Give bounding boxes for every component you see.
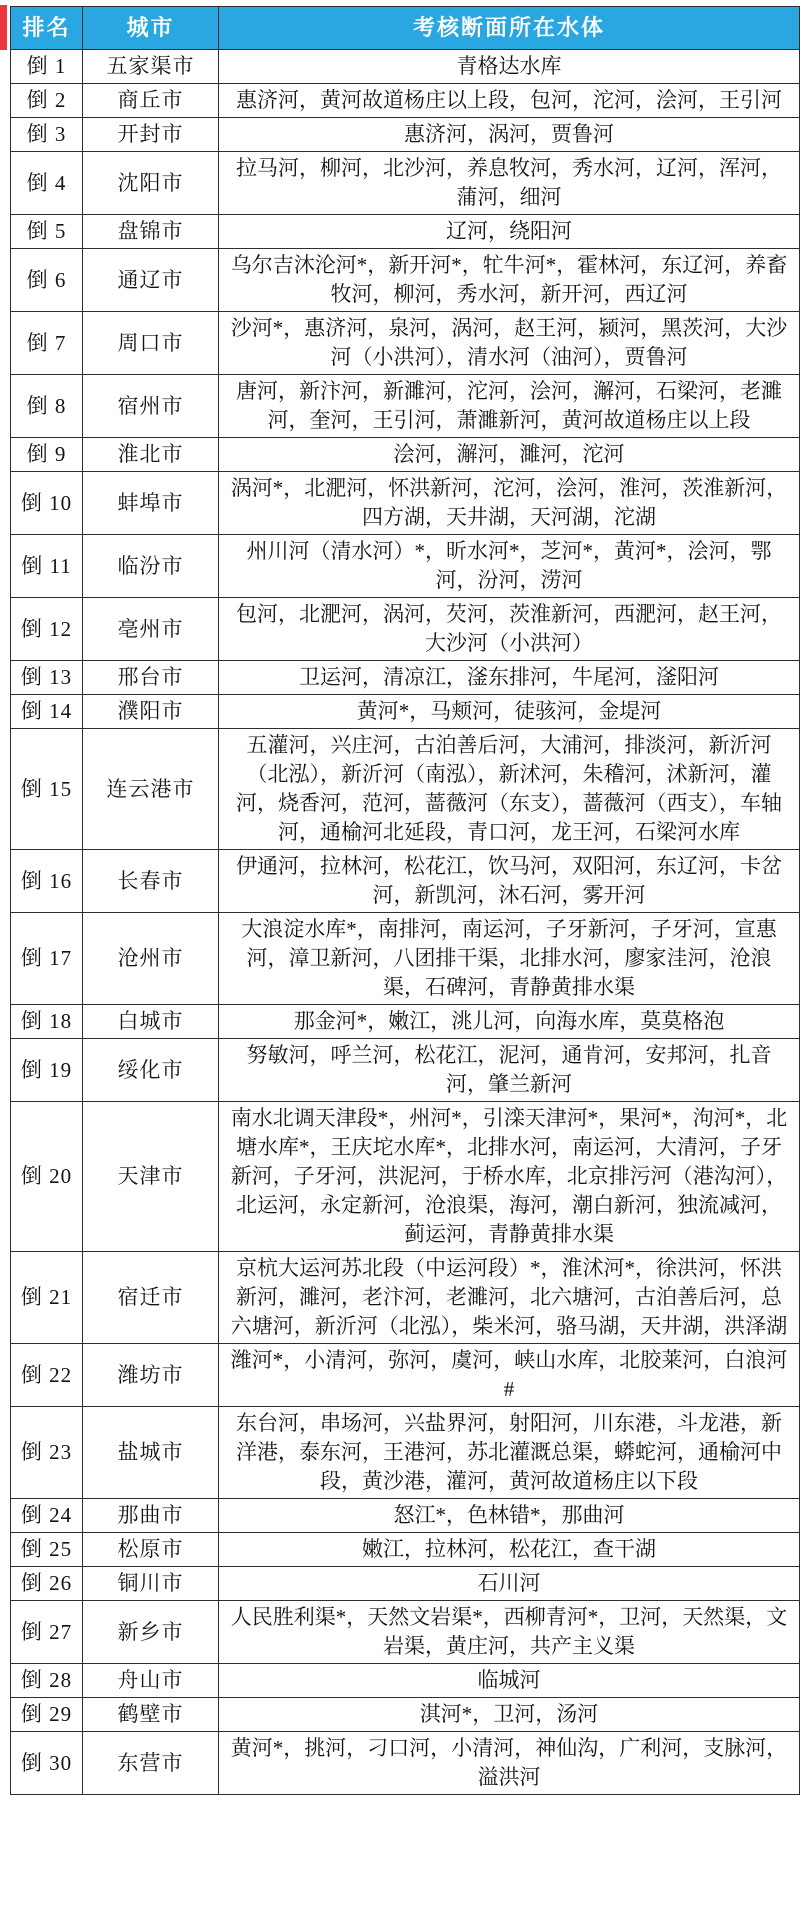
table-header bbox=[11, 7, 800, 50]
table-row bbox=[11, 152, 800, 215]
city-cell: 舟山市 bbox=[83, 1664, 219, 1698]
rank-cell: 倒 25 bbox=[11, 1533, 83, 1567]
table-row bbox=[11, 118, 800, 152]
table-row bbox=[11, 1601, 800, 1664]
waters-cell: 五灌河，兴庄河，古泊善后河，大浦河，排淡河，新沂河（北泓），新沂河（南泓），新沭河，朱稽河，沭新河，灌河，烧香河，范河，蔷薇河（东支），蔷薇河（西支），车轴河，通榆河北延段，青口河，龙王河，石梁河水库 bbox=[219, 729, 800, 850]
rank-cell: 倒 13 bbox=[11, 661, 83, 695]
waters-cell: 辽河，绕阳河 bbox=[219, 215, 800, 249]
table-row bbox=[11, 729, 800, 850]
rank-cell: 倒 9 bbox=[11, 438, 83, 472]
rank-cell: 倒 7 bbox=[11, 312, 83, 375]
city-cell: 白城市 bbox=[83, 1005, 219, 1039]
city-cell: 新乡市 bbox=[83, 1601, 219, 1664]
rank-cell: 倒 17 bbox=[11, 913, 83, 1005]
rank-cell: 倒 21 bbox=[11, 1252, 83, 1344]
rank-cell: 倒 16 bbox=[11, 850, 83, 913]
table-row bbox=[11, 598, 800, 661]
waters-cell: 惠济河，黄河故道杨庄以上段，包河，沱河，浍河，王引河 bbox=[219, 84, 800, 118]
waters-cell: 唐河，新汴河，新濉河，沱河，浍河，澥河，石梁河，老濉河，奎河，王引河，萧濉新河，黄河故道杨庄以上段 bbox=[219, 375, 800, 438]
table-row bbox=[11, 535, 800, 598]
table-row bbox=[11, 215, 800, 249]
city-cell: 邢台市 bbox=[83, 661, 219, 695]
column-header-city: 城市 bbox=[83, 7, 219, 50]
table-row bbox=[11, 850, 800, 913]
waters-cell: 努敏河，呼兰河，松花江，泥河，通肯河，安邦河，扎音河，肇兰新河 bbox=[219, 1039, 800, 1102]
waters-cell: 涡河*，北淝河，怀洪新河，沱河，浍河，淮河，茨淮新河，四方湖，天井湖，天河湖，沱湖 bbox=[219, 472, 800, 535]
table-row bbox=[11, 84, 800, 118]
city-cell: 蚌埠市 bbox=[83, 472, 219, 535]
city-cell: 亳州市 bbox=[83, 598, 219, 661]
rank-cell: 倒 5 bbox=[11, 215, 83, 249]
waters-cell: 嫩江，拉林河，松花江，查干湖 bbox=[219, 1533, 800, 1567]
table-row bbox=[11, 1344, 800, 1407]
city-cell: 开封市 bbox=[83, 118, 219, 152]
table-row bbox=[11, 312, 800, 375]
waters-cell: 那金河*，嫩江，洮儿河，向海水库，莫莫格泡 bbox=[219, 1005, 800, 1039]
table-row bbox=[11, 1102, 800, 1252]
rank-cell: 倒 26 bbox=[11, 1567, 83, 1601]
waters-cell: 怒江*，色林错*，那曲河 bbox=[219, 1499, 800, 1533]
rank-cell: 倒 30 bbox=[11, 1732, 83, 1795]
city-cell: 连云港市 bbox=[83, 729, 219, 850]
city-cell: 潍坊市 bbox=[83, 1344, 219, 1407]
waters-cell: 卫运河，清凉江，滏东排河，牛尾河，滏阳河 bbox=[219, 661, 800, 695]
rank-cell: 倒 10 bbox=[11, 472, 83, 535]
waters-cell: 包河，北淝河，涡河，芡河，茨淮新河，西淝河，赵王河，大沙河（小洪河） bbox=[219, 598, 800, 661]
city-cell: 东营市 bbox=[83, 1732, 219, 1795]
city-cell: 商丘市 bbox=[83, 84, 219, 118]
table-row bbox=[11, 1732, 800, 1795]
table-row bbox=[11, 1664, 800, 1698]
city-cell: 盐城市 bbox=[83, 1407, 219, 1499]
rank-cell: 倒 20 bbox=[11, 1102, 83, 1252]
waters-cell: 东台河，串场河，兴盐界河，射阳河，川东港，斗龙港，新洋港，泰东河，王港河，苏北灌溉总渠，蟒蛇河，通榆河中段，黄沙港，灌河，黄河故道杨庄以下段 bbox=[219, 1407, 800, 1499]
table-row bbox=[11, 472, 800, 535]
table-row bbox=[11, 1039, 800, 1102]
waters-cell: 惠济河，涡河，贾鲁河 bbox=[219, 118, 800, 152]
table-row bbox=[11, 50, 800, 84]
rank-cell: 倒 14 bbox=[11, 695, 83, 729]
column-header-waters: 考核断面所在水体 bbox=[219, 7, 800, 50]
waters-cell: 大浪淀水库*，南排河，南运河，子牙新河，子牙河，宣惠河，漳卫新河，八团排干渠，北排水河，廖家洼河，沧浪渠，石碑河，青静黄排水渠 bbox=[219, 913, 800, 1005]
city-cell: 濮阳市 bbox=[83, 695, 219, 729]
city-cell: 绥化市 bbox=[83, 1039, 219, 1102]
header-row bbox=[11, 7, 800, 50]
rank-cell: 倒 18 bbox=[11, 1005, 83, 1039]
city-cell: 沧州市 bbox=[83, 913, 219, 1005]
rank-cell: 倒 3 bbox=[11, 118, 83, 152]
table-row bbox=[11, 375, 800, 438]
table-row bbox=[11, 1567, 800, 1601]
rank-cell: 倒 27 bbox=[11, 1601, 83, 1664]
city-cell: 盘锦市 bbox=[83, 215, 219, 249]
waters-cell: 京杭大运河苏北段（中运河段）*，淮沭河*，徐洪河，怀洪新河，濉河，老汴河，老濉河，北六塘河，古泊善后河，总六塘河，新沂河（北泓），柴米河，骆马湖，天井湖，洪泽湖 bbox=[219, 1252, 800, 1344]
rank-cell: 倒 28 bbox=[11, 1664, 83, 1698]
waters-cell: 沙河*，惠济河，泉河，涡河，赵王河，颍河，黑茨河，大沙河（小洪河），清水河（油河），贾鲁河 bbox=[219, 312, 800, 375]
rank-cell: 倒 22 bbox=[11, 1344, 83, 1407]
waters-cell: 拉马河，柳河，北沙河，养息牧河，秀水河，辽河，浑河，蒲河，细河 bbox=[219, 152, 800, 215]
rank-cell: 倒 6 bbox=[11, 249, 83, 312]
city-cell: 临汾市 bbox=[83, 535, 219, 598]
rank-cell: 倒 12 bbox=[11, 598, 83, 661]
ranking-table-body bbox=[11, 50, 800, 1795]
rank-cell: 倒 15 bbox=[11, 729, 83, 850]
rank-cell: 倒 1 bbox=[11, 50, 83, 84]
city-cell: 鹤壁市 bbox=[83, 1698, 219, 1732]
waters-cell: 黄河*，马颊河，徒骇河，金堤河 bbox=[219, 695, 800, 729]
red-border-accent bbox=[0, 5, 7, 50]
waters-cell: 乌尔吉沐沦河*，新开河*，牤牛河*，霍林河，东辽河，养畜牧河，柳河，秀水河，新开河，西辽河 bbox=[219, 249, 800, 312]
table-row bbox=[11, 249, 800, 312]
waters-cell: 石川河 bbox=[219, 1567, 800, 1601]
column-header-rank: 排名 bbox=[11, 7, 83, 50]
rank-cell: 倒 2 bbox=[11, 84, 83, 118]
city-cell: 五家渠市 bbox=[83, 50, 219, 84]
waters-cell: 青格达水库 bbox=[219, 50, 800, 84]
table-row bbox=[11, 695, 800, 729]
table-row bbox=[11, 1407, 800, 1499]
city-cell: 宿迁市 bbox=[83, 1252, 219, 1344]
rank-cell: 倒 24 bbox=[11, 1499, 83, 1533]
city-cell: 天津市 bbox=[83, 1102, 219, 1252]
waters-cell: 人民胜利渠*，天然文岩渠*，西柳青河*，卫河，天然渠，文岩渠，黄庄河，共产主义渠 bbox=[219, 1601, 800, 1664]
waters-cell: 州川河（清水河）*，昕水河*，芝河*，黄河*，浍河，鄂河，汾河，涝河 bbox=[219, 535, 800, 598]
table-row bbox=[11, 1005, 800, 1039]
table-row bbox=[11, 661, 800, 695]
rank-cell: 倒 19 bbox=[11, 1039, 83, 1102]
waters-cell: 南水北调天津段*，州河*，引滦天津河*，果河*，泃河*，北塘水库*，王庆坨水库*，北排水河，南运河，大清河，子牙新河，子牙河，洪泥河，于桥水库，北京排污河（港沟河），北运河，永定新河，沧浪渠，海河，潮白新河，独流减河，蓟运河，青静黄排水渠 bbox=[219, 1102, 800, 1252]
table-row bbox=[11, 1533, 800, 1567]
city-cell: 淮北市 bbox=[83, 438, 219, 472]
city-cell: 通辽市 bbox=[83, 249, 219, 312]
rank-cell: 倒 4 bbox=[11, 152, 83, 215]
city-cell: 那曲市 bbox=[83, 1499, 219, 1533]
table-row bbox=[11, 913, 800, 1005]
waters-cell: 淇河*，卫河，汤河 bbox=[219, 1698, 800, 1732]
rank-cell: 倒 8 bbox=[11, 375, 83, 438]
water-quality-ranking-table bbox=[10, 6, 800, 1795]
table-row bbox=[11, 1698, 800, 1732]
waters-cell: 浍河，澥河，濉河，沱河 bbox=[219, 438, 800, 472]
waters-cell: 黄河*，挑河，刁口河，小清河，神仙沟，广利河，支脉河，溢洪河 bbox=[219, 1732, 800, 1795]
rank-cell: 倒 11 bbox=[11, 535, 83, 598]
table-row bbox=[11, 1499, 800, 1533]
waters-cell: 潍河*，小清河，弥河，虞河，峡山水库，北胶莱河，白浪河# bbox=[219, 1344, 800, 1407]
rank-cell: 倒 23 bbox=[11, 1407, 83, 1499]
city-cell: 铜川市 bbox=[83, 1567, 219, 1601]
waters-cell: 伊通河，拉林河，松花江，饮马河，双阳河，东辽河，卡岔河，新凯河，沐石河，雾开河 bbox=[219, 850, 800, 913]
city-cell: 松原市 bbox=[83, 1533, 219, 1567]
table-row bbox=[11, 438, 800, 472]
rank-cell: 倒 29 bbox=[11, 1698, 83, 1732]
city-cell: 周口市 bbox=[83, 312, 219, 375]
city-cell: 长春市 bbox=[83, 850, 219, 913]
waters-cell: 临城河 bbox=[219, 1664, 800, 1698]
city-cell: 宿州市 bbox=[83, 375, 219, 438]
city-cell: 沈阳市 bbox=[83, 152, 219, 215]
table-row bbox=[11, 1252, 800, 1344]
